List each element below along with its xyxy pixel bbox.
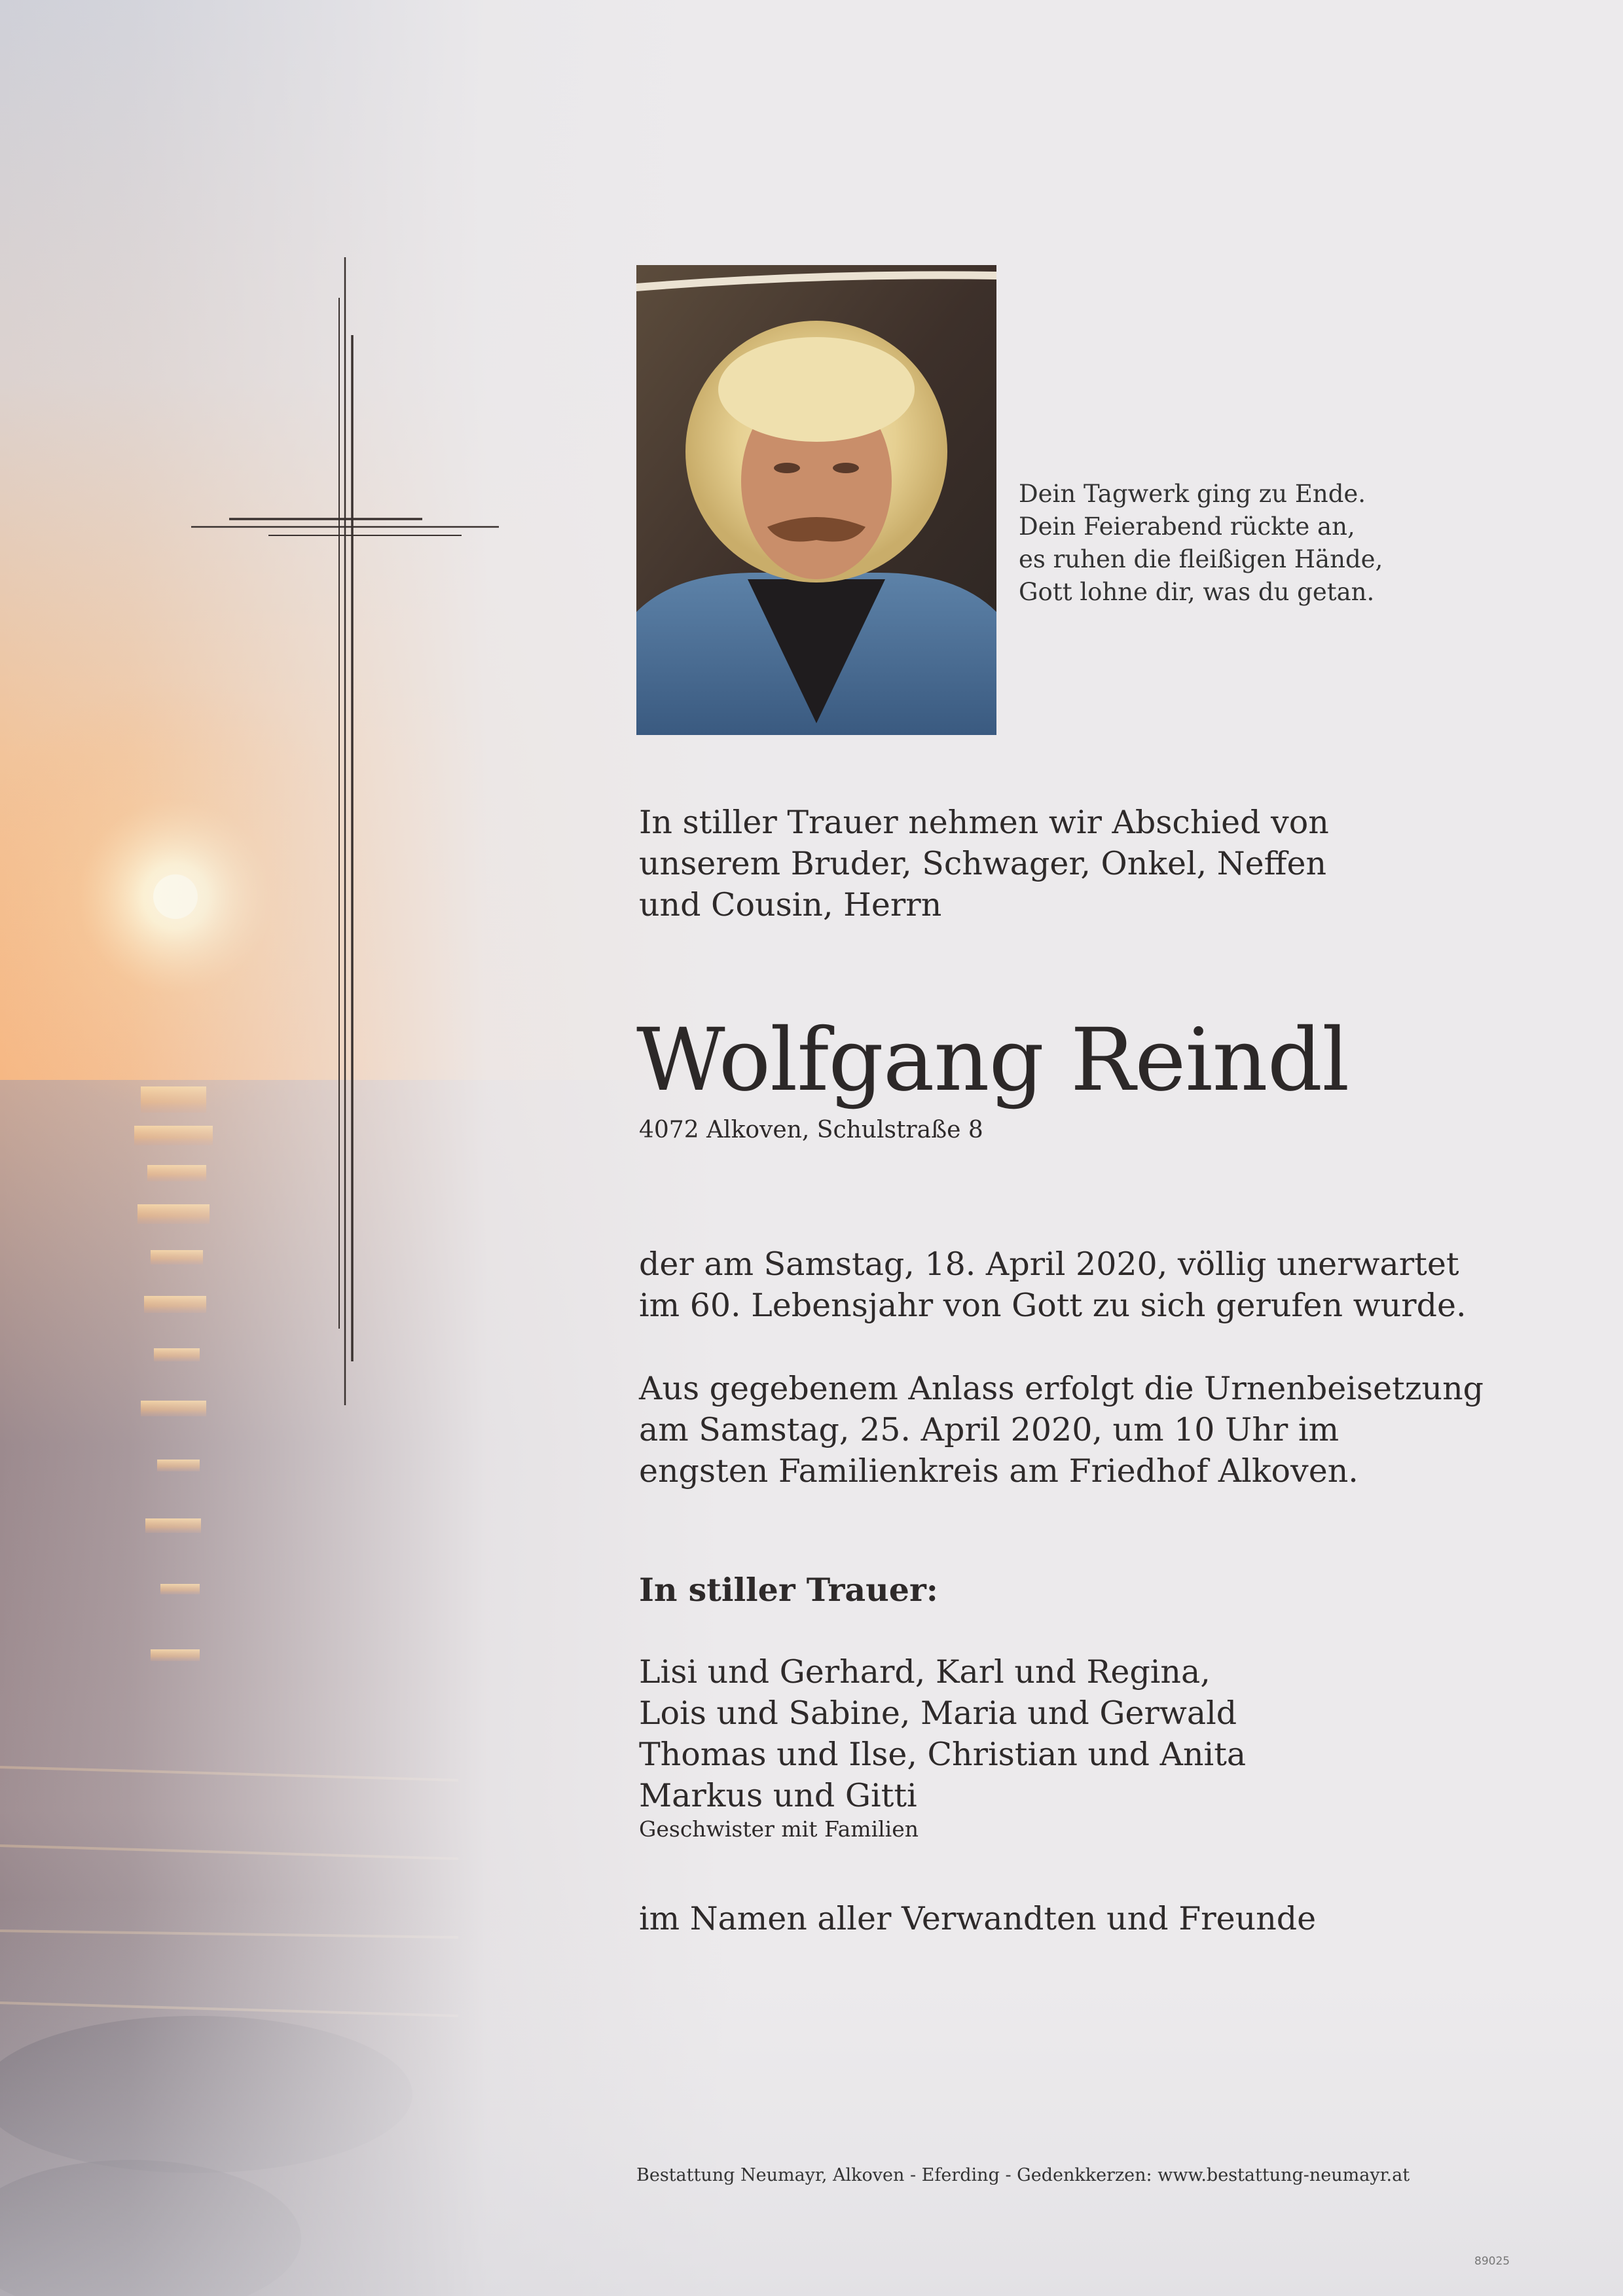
intro-line: unserem Bruder, Schwager, Onkel, Neffen	[639, 845, 1327, 882]
burial-notice-line: am Samstag, 25. April 2020, um 10 Uhr im	[639, 1411, 1340, 1448]
mourners-line: Lois und Sabine, Maria und Gerwald	[639, 1695, 1237, 1732]
mourners-relation: Geschwister mit Familien	[639, 1816, 919, 1842]
verse-line: es ruhen die fleißigen Hände,	[1019, 545, 1383, 573]
deceased-name: Wolfgang Reindl	[636, 1010, 1349, 1111]
burial-notice-line: engsten Familienkreis am Friedhof Alkoven.	[639, 1452, 1359, 1490]
verse-line: Gott lohne dir, was du getan.	[1019, 578, 1375, 606]
mourners-line: Thomas und Ilse, Christian und Anita	[639, 1736, 1247, 1773]
closing-line: im Namen aller Verwandten und Freunde	[639, 1900, 1317, 1937]
mourners-line: Lisi und Gerhard, Karl und Regina,	[639, 1653, 1211, 1691]
death-notice	[639, 1244, 1490, 1326]
verse-line: Dein Feierabend rückte an,	[1019, 512, 1355, 541]
mourners-line: Markus und Gitti	[639, 1777, 917, 1814]
funeral-home-footer: Bestattung Neumayr, Alkoven - Eferding - Gedenkkerzen: www.bestattung-neumayr.at	[636, 2165, 1410, 2185]
death-notice-line: im 60. Lebensjahr von Gott zu sich gerufen wurde.	[639, 1287, 1467, 1324]
intro-line: In stiller Trauer nehmen wir Abschied von	[639, 804, 1329, 841]
print-code: 89025	[1474, 2255, 1510, 2268]
burial-notice-line: Aus gegebenem Anlass erfolgt die Urnenbeisetzung	[639, 1370, 1484, 1407]
intro-line: und Cousin, Herrn	[639, 886, 942, 924]
memorial-verse	[1019, 478, 1412, 609]
portrait-photo	[636, 265, 996, 735]
mourners-list	[639, 1651, 1490, 1816]
burial-notice	[639, 1368, 1490, 1492]
mourners-heading: In stiller Trauer:	[639, 1571, 938, 1609]
death-notice-line: der am Samstag, 18. April 2020, völlig unerwartet	[639, 1246, 1459, 1283]
verse-line: Dein Tagwerk ging zu Ende.	[1019, 480, 1366, 508]
deceased-address: 4072 Alkoven, Schulstraße 8	[639, 1117, 983, 1143]
intro-text	[639, 802, 1490, 925]
